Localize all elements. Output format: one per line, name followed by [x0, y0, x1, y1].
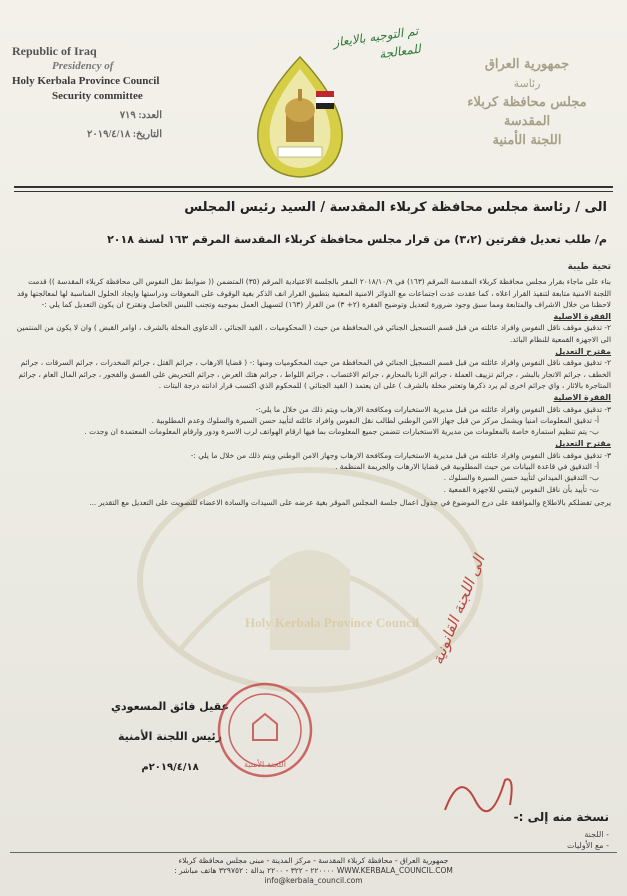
addressee: الى / رئاسة مجلس محافظة كربلاء المقدسة / السيد رئيس المجلس — [184, 200, 607, 215]
english-header — [12, 44, 212, 142]
proposal-clause-2-a: أ- التدقيق في قاعدة البيانات من حيث المطلوبية في قضايا الارهاب والجريمة المنظمة . — [335, 462, 599, 472]
original-clause-heading-2: الفقرة الاصلية — [553, 393, 611, 403]
header-republic: Republic of Iraq — [12, 44, 97, 58]
intro-paragraph: بناء على ماجاء بقرار مجلس محافظة كربلاء المقدسة المرقم (١٦٣) في ٢٠١٨/١٠/٩ المقر بالجلسة الاعتيادية المرقم (٣٥) المتضمن (( ضوابط نقل النفوس الى محافظة كربلاء المقدسة )) قدمت اللجنة الامنية متابعة لتنفيذ القرار اعلاه ، كما عقدت عدت اجتماعات مع الدوائر الامنية المعنية بتطبيق القرار انف الذكر بغية الوقوف على المعوقات ودراستها وايجاد الحلول المناسبة لها لمعالجتها وقد لاحظنا من خلال الاشراف والمتابعة ومما سبق وجود ضرورة لتعديل وتوضيح الفقرة (٢+ ٣) من القرار (١٦٣) لتسهيل العمل بموجبه وتجنب اللبس الحاصل ونقترح ان يكون التعديل كما يلي :- — [16, 277, 611, 309]
document-date — [12, 127, 162, 142]
date-label: التاريخ: — [132, 129, 162, 140]
footer-contact: WWW.KERBALA_COUNCIL.COM ٢٢٠٠٠٠ - ٣٢٢ - ٢٢٠٠ بدالة : ٣٢٩٧٥٢ هاتف مباشر : — [174, 866, 453, 875]
arabic-committee: اللجنة الأمنية — [492, 133, 562, 148]
signature-date: ٢٠١٩/٤/١٨م — [141, 762, 199, 773]
arabic-presidency: رئاسة — [513, 77, 541, 90]
number-label: العدد: — [138, 110, 162, 121]
handwritten-note: تم التوجيه بالايعاز للمعالجة — [332, 23, 422, 62]
proposal-clause-2: ٣- تدقيق موقف ناقل النفوس وافراد عائلته من قبل مديرية الاستخبارات ومكافحة الارهاب وجهاز الامن الوطني ويتم ذلك من خلال ما يلي :- — [190, 450, 611, 460]
signer-title: رئيس اللجنة الأمنية — [117, 730, 223, 743]
document-number — [12, 108, 162, 123]
arabic-council: مجلس محافظة كربلاء المقدسة — [467, 95, 587, 129]
header-council: Holy Kerbala Province Council — [12, 75, 160, 87]
closing-paragraph: يرجى تفضلكم بالاطلاع والموافقة على درج الموضوع في جدول اعمال جلسة المجلس الموقر بغية عرضه على السيدات والسادة الاعضاء للتصويت على التعديل مع التقدير ... — [89, 497, 611, 507]
subject-line: م/ طلب تعديل فقرتين (٣،٢) من قرار مجلس محافظة كربلاء المقدسة المرقم ١٦٣ لسنة ٢٠١٨ — [107, 233, 607, 246]
signer-name: عقيل فائق المسعودي — [110, 700, 230, 713]
header-divider — [14, 186, 613, 192]
proposal-clause-2-b: ب- التدقيق الميداني لتأييد حسن السيرة والسلوك . — [443, 473, 599, 483]
number-value: ٧١٩ — [119, 110, 136, 121]
copy-line-2: - مع الأوليات — [567, 841, 609, 850]
original-clause-2-b: ب- يتم تنظيم استمارة خاصة بالمعلومات من مديرية الاستخبارات تتضمن جميع المعلومات بما فيها ارقام الهواتف لرب الاسرة ودور وارقام المعلومات المعتمدة ان وجدت . — [84, 427, 599, 437]
letter-body — [14, 262, 611, 508]
original-clause-heading-1: الفقرة الاصلية — [553, 312, 611, 322]
copy-line-1: - اللجنة — [584, 830, 609, 839]
council-seal-emblem — [250, 55, 350, 180]
proposal-heading-1: مقترح التعديل — [555, 347, 611, 357]
proposal-clause-1: ٢- تدقيق موقف ناقل النفوس وافراد عائلته من قبل قسم التسجيل الجنائي في المحافظة من حيث المحكوميات ومنها :- ( قضايا الارهاب ، جرائم القتل ، جرائم المخدرات ، جرائم السرقات ، جرائم الخطف ، جرائم الاتجار بالبشر ، جرائم تزييف العملة ، جرائم الزنا بالمحارم ، جرائم الاغتصاب ، جرائم اللواط ، جرائم هتك العرض ، جرائم التحريض على الفسق والفجور ، جرائم المال العام ، جرائم المتاجرة بالاثار ، واي جرائم اخرى لم يرد ذكرها وتعتبر مخلة بالشرف ) على ان يعتمد ( القيد الجنائي ) للمحكوم الذي اكتسب قرار ادانته درجة البتات . — [18, 358, 611, 390]
handwritten-referral: الى اللجنة القانونية — [428, 552, 489, 667]
original-clause-2: ٣- تدقيق موقف ناقل النفوس وافراد عائلته من قبل مديرية الاستخبارات ومكافحة الارهاب ويتم ذلك من خلال ما يلي:- — [255, 404, 611, 414]
copy-to-list — [567, 829, 609, 851]
original-clause-1: ٢- تدقيق موقف ناقل النفوس وافراد عائلته من قبل قسم التسجيل الجنائي في المحافظة من حيث ( المحكوميات ، القيد الجنائي ، الدعاوى المخلة بالشرف ، اوامر القبض ) وان لا يكون من المنتمين الى الاجهزة القمعية للنظام البائد. — [16, 323, 611, 344]
original-clause-2-a: أ- تدقيق المعلومات امنيا ويشمل مركز من قبل جهاز الامن الوطني لطالب نقل النفوس وافراد عائلته لتأييد حسن السيرة والسلوك وعدم المطلوبية . — [151, 415, 599, 425]
proposal-clause-2-c: ت- تأييد بأن ناقل النفوس لاينتمي للاجهزة القمعية . — [443, 484, 599, 494]
footer-divider — [10, 852, 617, 853]
handwritten-signature — [440, 760, 520, 820]
arabic-header — [447, 55, 607, 150]
footer-email: info@kerbala_council.com — [264, 876, 363, 885]
date-value: ٢٠١٩/٤/١٨ — [87, 129, 131, 140]
greeting: تحية طيبة — [567, 262, 611, 272]
footer-address: جمهورية العراق - محافظة كربلاء المقدسة - مركز المدينة - مبنى مجلس محافظة كربلاء — [178, 856, 449, 865]
arabic-republic: جمهورية العراق — [484, 57, 570, 72]
watermark-text: Holy Kerbala Province Council — [245, 615, 420, 630]
header-committee: Security committee — [52, 90, 143, 102]
header-presidency: Presidency of — [52, 60, 114, 72]
stamp-text: اللجنة الأمنية — [244, 760, 286, 769]
footer — [0, 856, 627, 886]
proposal-heading-2: مقترح التعديل — [555, 439, 611, 449]
copy-to-label: نسخة منه إلى :- — [513, 810, 609, 824]
